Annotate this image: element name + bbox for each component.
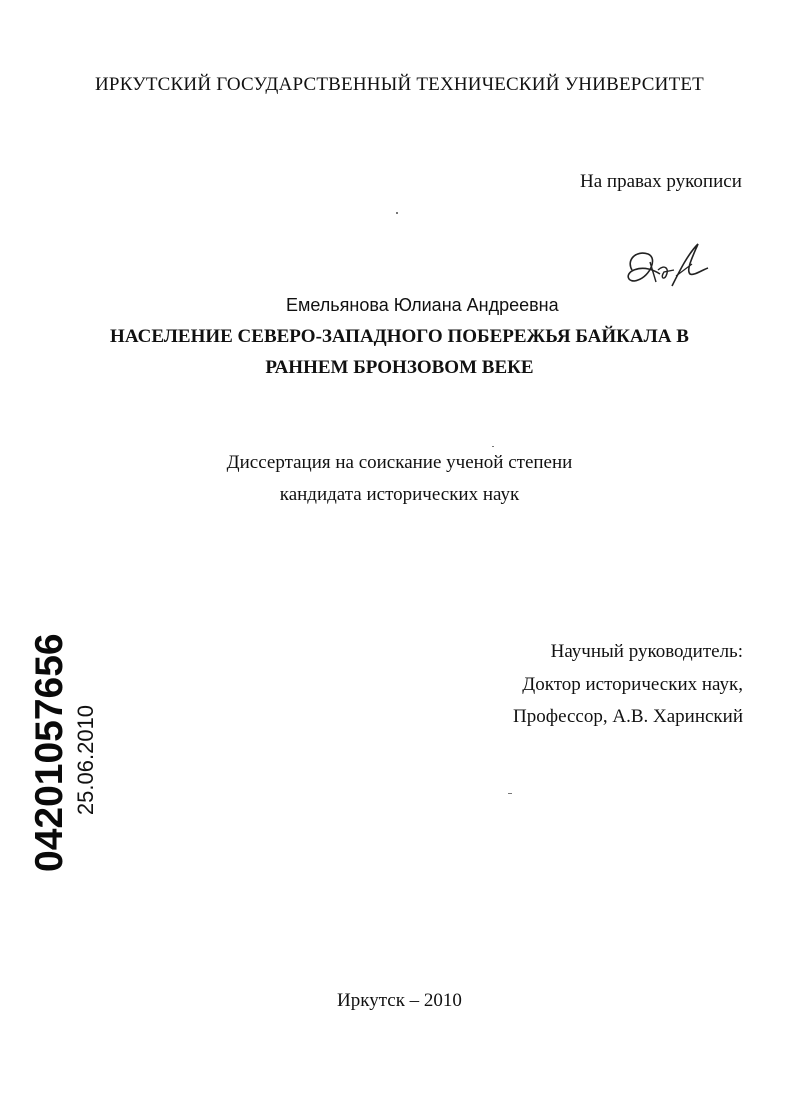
rights-note: На правах рукописи — [580, 171, 742, 192]
library-stamp — [28, 633, 100, 872]
dissertation-title-line-2: РАННЕМ БРОНЗОВОМ ВЕКЕ — [265, 357, 534, 378]
city-year: Иркутск – 2010 — [337, 990, 462, 1011]
author-name: Емельянова Юлиана Андреевна — [286, 295, 559, 315]
stamp-code: 04201057656 — [28, 633, 71, 872]
scan-speck — [492, 446, 494, 447]
signature-icon — [620, 240, 710, 295]
supervisor-name: Профессор, А.В. Харинский — [513, 706, 743, 727]
scan-speck — [396, 212, 398, 214]
university-name: ИРКУТСКИЙ ГОСУДАРСТВЕННЫЙ ТЕХНИЧЕСКИЙ УНИВЕРСИТЕТ — [95, 74, 704, 95]
degree-line-2: кандидата исторических наук — [279, 484, 520, 505]
degree-line-1: Диссертация на соискание ученой степени — [226, 452, 573, 473]
stamp-date: 25.06.2010 — [73, 704, 98, 816]
supervisor-degree: Доктор исторических наук, — [522, 674, 743, 695]
supervisor-label: Научный руководитель: — [550, 641, 743, 662]
scan-speck — [508, 793, 512, 794]
dissertation-title-line-1: НАСЕЛЕНИЕ СЕВЕРО-ЗАПАДНОГО ПОБЕРЕЖЬЯ БАЙКАЛА В — [110, 326, 689, 347]
